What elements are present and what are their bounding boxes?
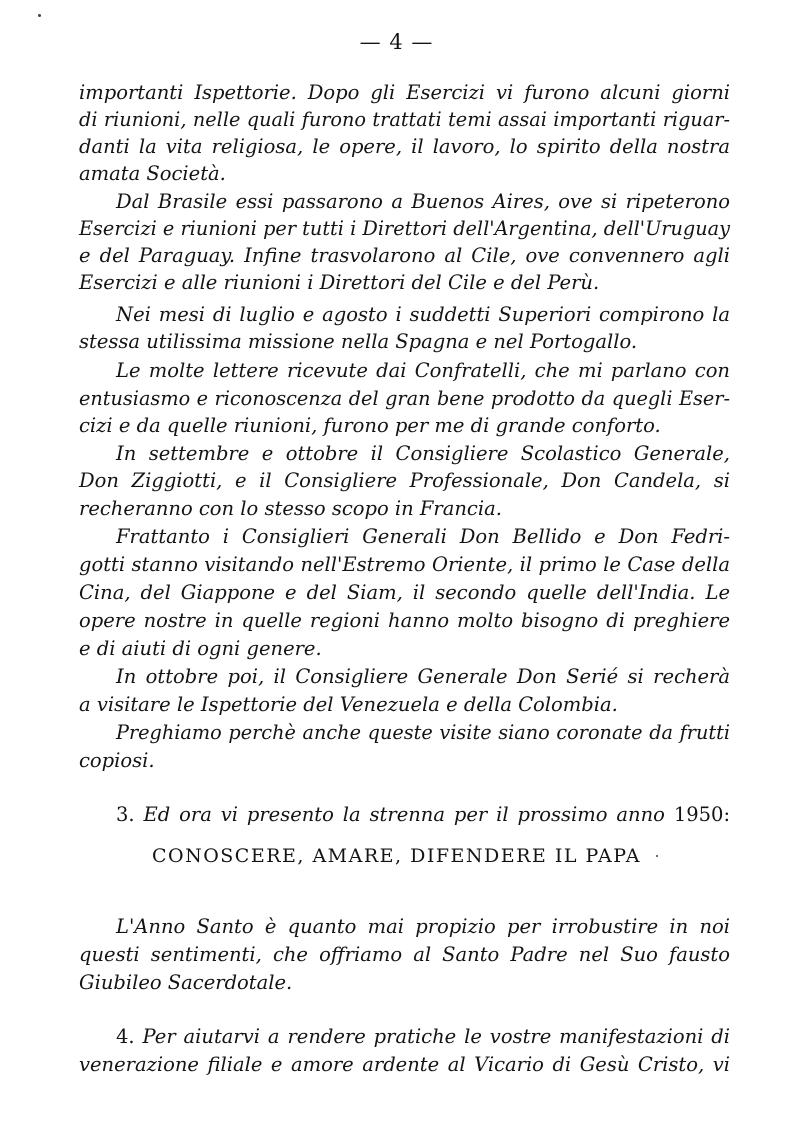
section-4-line — [116, 1024, 730, 1050]
text-line: gotti stanno visitando nell'Estremo Oriente, il primo le Case della — [79, 553, 730, 576]
text-line: Le molte lettere ricevute dai Confratelli, che mi parlano con — [116, 359, 730, 382]
text-line: Preghiamo perchè anche queste visite siano coronate da frutti — [116, 721, 730, 744]
text-line: Esercizi e riunioni per tutti i Direttori dell'Argentina, dell'Uruguay — [79, 217, 730, 240]
text-line: danti la vita religiosa, le opere, il lavoro, lo spirito della nostra — [79, 135, 730, 158]
text-line: In settembre e ottobre il Consigliere Scolastico Generale, — [116, 442, 730, 465]
text-line: Esercizi e alle riunioni i Direttori del Cile e del Perù. — [79, 271, 600, 294]
text-line: Frattanto i Consiglieri Generali Don Bellido e Don Fedri- — [116, 525, 730, 548]
section-3-number: 3. — [116, 803, 135, 826]
text-line: copiosi. — [79, 749, 155, 772]
text-line: Dal Brasile essi passarono a Buenos Aires, ove si ripeterono — [116, 190, 730, 213]
text-line: importanti Ispettorie. Dopo gli Esercizi vi furono alcuni giorni — [79, 81, 730, 104]
section-4-number: 4. — [116, 1025, 135, 1048]
text-line: questi sentimenti, che offriamo al Santo Padre nel Suo fausto — [79, 943, 730, 966]
section-4-text: Per aiutarvi a rendere pratiche le vostre manifestazioni di — [142, 1025, 730, 1048]
text-line: recheranno con lo stesso scopo in Francia. — [79, 497, 502, 520]
text-line: Giubileo Sacerdotale. — [79, 971, 293, 994]
text-line: L'Anno Santo è quanto mai propizio per irrobustire in noi — [116, 915, 730, 938]
text-line: e del Paraguay. Infine trasvolarono al Cile, ove convennero agli — [79, 244, 730, 267]
scan-speck — [38, 14, 41, 17]
text-line: Nei mesi di luglio e agosto i suddetti Superiori compirono la — [116, 303, 730, 326]
scan-speck — [656, 855, 658, 857]
text-line: opere nostre in quelle regioni hanno molto bisogno di preghiere — [79, 609, 730, 632]
text-line: stessa utilissima missione nella Spagna e nel Portogallo. — [79, 330, 638, 353]
section-3-text: Ed ora vi presento la strenna per il prossimo anno — [143, 803, 665, 826]
section-3-line — [116, 802, 730, 828]
page-number: — 4 — — [359, 30, 434, 54]
section-3-year: 1950: — [673, 803, 731, 826]
text-line: cizi e da quelle riunioni, furono per me di grande conforto. — [79, 414, 661, 437]
text-line: amata Società. — [79, 162, 226, 185]
text-line: venerazione filiale e amore ardente al Vicario di Gesù Cristo, vi — [79, 1053, 730, 1076]
strenna-heading: CONOSCERE, AMARE, DIFENDERE IL PAPA — [151, 845, 642, 867]
text-line: Cina, del Giappone e del Siam, il secondo quelle dell'India. Le — [79, 581, 730, 604]
text-line: e di aiuti di ogni genere. — [79, 637, 322, 660]
text-line: a visitare le Ispettorie del Venezuela e della Colombia. — [79, 693, 618, 716]
text-line: di riunioni, nelle quali furono trattati temi assai importanti riguar- — [79, 108, 730, 131]
text-line: In ottobre poi, il Consigliere Generale Don Serié si recherà — [116, 665, 730, 688]
text-line: entusiasmo e riconoscenza del gran bene prodotto da quegli Eser- — [79, 387, 730, 410]
text-line: Don Ziggiotti, e il Consigliere Professionale, Don Candela, si — [79, 469, 730, 492]
